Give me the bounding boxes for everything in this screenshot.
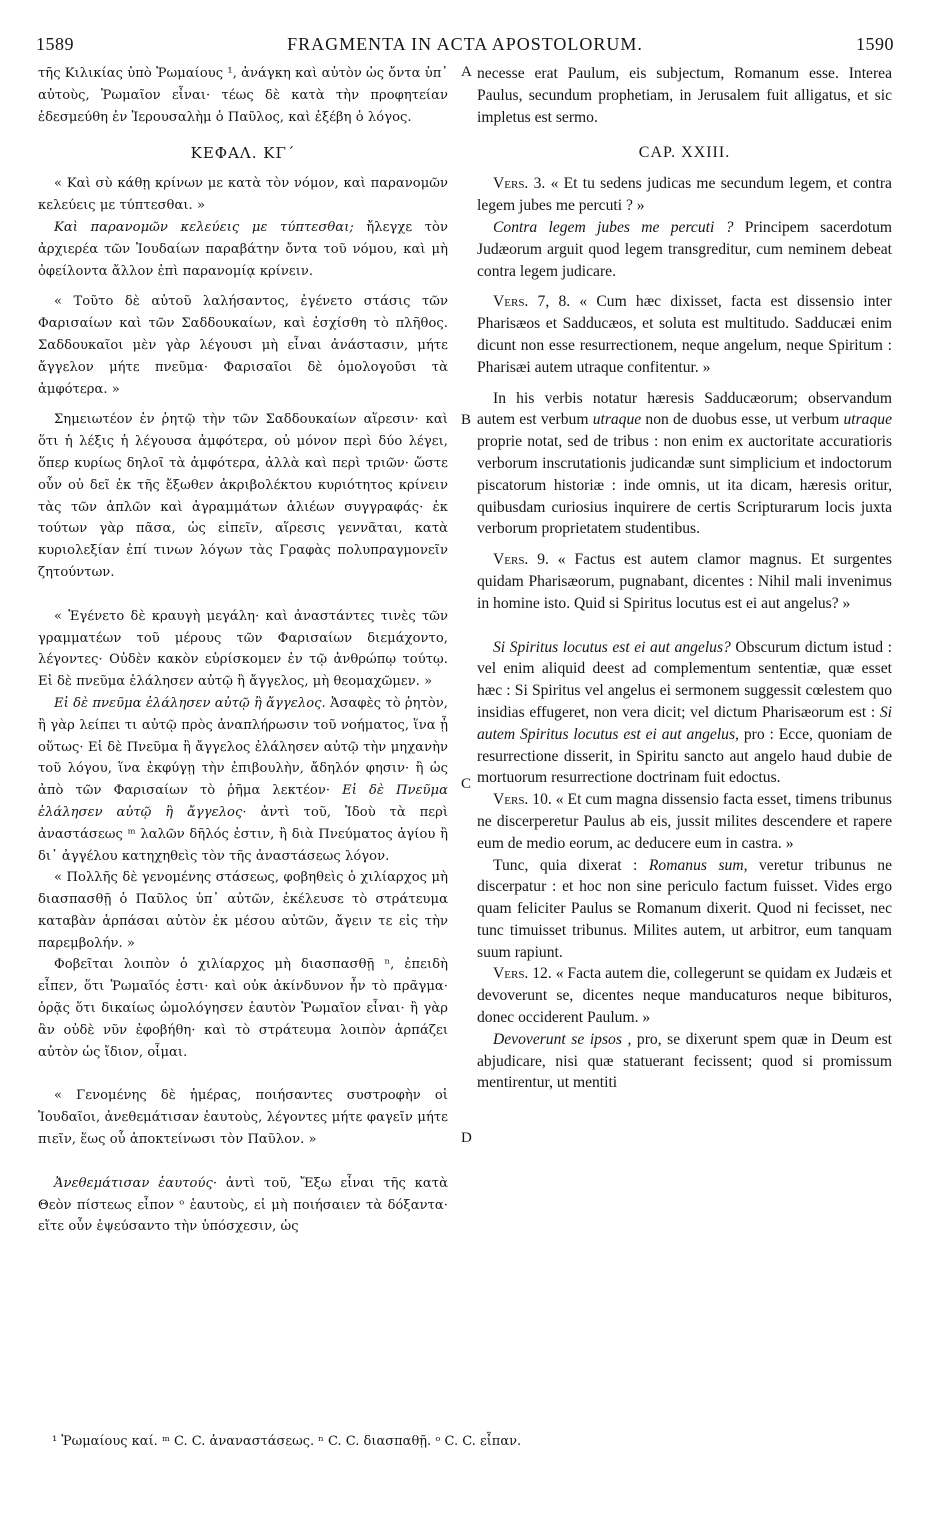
margin-marker-a: A xyxy=(461,64,472,80)
greek-column xyxy=(38,63,448,1238)
greek-lemma: Εἰ δὲ πνεῦμα ἐλάλησεν αὐτῷ ἢ ἄγγελος. xyxy=(54,695,326,711)
greek-lemma: Καὶ παρανομῶν κελεύεις με τύπτεσθαι; xyxy=(54,219,354,235)
latin-italic-word: utraque xyxy=(592,411,642,429)
latin-commentary-10 xyxy=(477,855,892,964)
verse-text: « Cum hæc dixisset, facta est dissensio inter Pharisæos et Sadducæos, et soluta est multitudo. Sadducæi enim dicunt non esse resurrectionem, neque angelum, neque Spiritum : Pharisæi autem utraque confitentur. » xyxy=(477,293,892,376)
verse-text: « Et cum magna dissensio facta esset, timens tribunus ne discerperetur Paulus ab eis, jussit milites descendere et rapere eum de medio eorum, ac deducere eum in castra. » xyxy=(477,791,893,852)
greek-paragraph: τῆς Κιλικίας ὑπὸ Ῥωμαίους ¹, ἀνάγκη καὶ αὐτὸν ὡς ὄντα ὑπ᾽ αὐτοὺς, Ῥωμαῖον εἶναι· τέως δὲ κατὰ τὴν προφητείαν ἐδεσμεύθη ἐν Ἱερουσαλὴμ ὁ Παῦλος, καὶ ἐξέβη ὁ λόγος. xyxy=(38,66,448,125)
latin-commentary-text: Obscurum dictum istud : vel enim aliquid deest ad complementum sententiæ, quæ esset hæc : Si Spiritus vel angelus ei sermonem suggessit cœlestem quo insidias effugeret, non vera dicit; vel dictum Pharisæorum est : xyxy=(477,638,892,721)
greek-verse-9: « Ἐγένετο δὲ κραυγὴ μεγάλη· καὶ ἀναστάντες τινὲς τῶν γραμματέων τοῦ μέρους τῶν Φαρισαίων διεμάχοντο, λέγοντες· Οὐδὲν κακὸν εὑρίσκομεν ἐν τῷ ἀνθρώπῳ τούτῳ. Εἰ δὲ πνεῦμα ἐλάλησεν αὐτῷ ἢ ἄγγελος, μὴ θεομαχῶμεν. » xyxy=(38,608,448,690)
latin-lemma: Contra legem jubes me percuti ? xyxy=(493,218,734,236)
latin-commentary-text: Tunc, quia dixerat : xyxy=(493,856,649,874)
footnotes: ¹ Ῥωμαίους καί. ᵐ C. C. ἀναναστάσεως. ⁿ C. C. διασπαθῇ. ᵒ C. C. εἶπαν. xyxy=(52,1434,522,1449)
greek-verse-12: « Γενομένης δὲ ἡμέρας, ποιήσαντες συστροφὴν οἱ Ἰουδαῖοι, ἀνεθεμάτισαν ἑαυτοὺς, λέγοντες μήτε φαγεῖν μήτε πιεῖν, ἕως οὗ ἀποκτείνωσι τὸν Παῦλον. » xyxy=(38,1088,448,1148)
latin-italic-phrase: Romanus sum, xyxy=(648,856,748,874)
latin-commentary-text: pro : Ecce, quoniam de resurrectione disserit, in Spiritu sancto aut angelo haud dubie de mortuorum resurrectione doctrinam fuit edoctus. xyxy=(477,725,892,787)
greek-verse-3: « Καὶ σὺ κάθῃ κρίνων με κατὰ τὸν νόμον, καὶ παρανομῶν κελεύεις με τύπτεσθαι. » xyxy=(38,176,448,214)
margin-marker-c: C xyxy=(461,776,472,792)
latin-commentary-text: pro, se dixerunt spem quæ in Deum est abjudicare, nisi quæ statuerant fecissent; quod si promissum mentirentur, ut mentiti xyxy=(477,1030,892,1092)
greek-chapter-heading: ΚΕΦΑΛ. ΚΓ´ xyxy=(190,144,296,163)
latin-commentary-text: proprie notat, sed de tribus : non enim ex auctoritate accuratioris verborum inscrutationis judicandæ sunt simplicium et indoctorum piscatorum historiæ : inde omnis, ut ita dicam, hæresis oritur, quibusdam curiosius inquirere de certis Scripturarum locis juxta verborum proprietatem studentibus. xyxy=(477,433,892,538)
greek-commentary-7-8: Σημειωτέον ἐν ῥητῷ τὴν τῶν Σαδδουκαίων αἵρεσιν· καὶ ὅτι ἡ λέξις ἡ λέγουσα ἀμφότερα, οὐ μόνον περὶ δύο λέγει, ὅπερ κυρίως δηλοῖ τὰ ἀμφότερα, ἀλλὰ καὶ περὶ τριῶν· ὥστε οὖν οὐ δεῖ ἐκ τῆς ἔξωθεν ἀκριβολέκτου κυριότητος κρίνειν τὰς τῶν ἁπλῶν καὶ ἀγραμμάτων ἁλιέων συγγραφάς· ἐκ τούτων γὰρ πᾶσα, ὡς εἰπεῖν, αἵρεσις γεννᾶται, κατὰ κυριολεξίαν ἐπί τινων λόγων τὰς Γραφὰς πολυπραγμονεῖν ζητούντων. xyxy=(38,412,448,580)
greek-commentary-3 xyxy=(38,217,448,282)
latin-italic-word: utraque xyxy=(843,411,892,429)
latin-column xyxy=(477,63,892,1094)
verse-label: Vers. 9. xyxy=(493,551,549,569)
running-header xyxy=(36,34,894,58)
latin-commentary-3 xyxy=(477,217,892,282)
greek-lemma: Ἀνεθεμάτισαν ἑαυτούς· xyxy=(54,1175,218,1191)
greek-commentary-9 xyxy=(38,693,448,867)
greek-verse-7-8: « Τοῦτο δὲ αὐτοῦ λαλήσαντος, ἐγένετο στάσις τῶν Φαρισαίων καὶ τῶν Σαδδουκαίων, καὶ ἐσχίσθη τὸ πλῆθος. Σαδδουκαῖοι μὲν γὰρ λέγουσι μὴ εἶναι ἀνάστασιν, μήτε ἄγγελον μήτε πνεῦμα· Φαρισαῖοι δὲ ὁμολογοῦσι τὰ ἀμφότερα. » xyxy=(38,294,448,397)
verse-text: « Facta autem die, collegerunt se quidam ex Judæis et devoverunt se, dicentes neque manducaturos neque bibituros, donec occiderent Paulum. » xyxy=(477,965,892,1027)
margin-marker-d: D xyxy=(461,1130,472,1146)
latin-commentary-text: In his verbis notatur hæresis Sadducæorum; observandum autem est verbum xyxy=(477,389,892,429)
latin-verse-7-8 xyxy=(477,291,892,378)
verse-text: « Factus est autem clamor magnus. Et surgentes quidam Pharisæorum, pugnabant, dicentes : Nihil mali invenimus in homine isto. Quid si Spiritus locutus est ei aut angelus? » xyxy=(477,551,892,612)
greek-commentary-text: Ἀσαφὲς τὸ ῥητὸν, ἢ γὰρ λείπει τι αὐτῷ πρὸς ἀναπλήρωσιν τοῦ νοήματος, ἵνα ᾖ οὕτως· Εἰ δὲ Πνεῦμα ἢ ἄγγελος ἐλάλησεν αὐτῷ τὴν μηχανὴν τοῦ λόγου, ἵνα ἐκφύγῃ τὴν ἐπιβουλὴν, ἄδηλόν φησιν· ἢ ὡς ἀπὸ τῶν Φαρισαίων τὸ ῥῆμα λεκτέον· xyxy=(38,695,448,799)
latin-commentary-text: Principem sacerdotum Judæorum arguit quod legem transgreditur, cum neminem debeat contra legem judicare. xyxy=(477,218,892,280)
running-title: FRAGMENTA IN ACTA APOSTOLORUM. xyxy=(287,34,643,54)
greek-commentary-text: ἀντὶ τοῦ, Ἰδοὺ τὰ περὶ ἀναστάσεως ᵐ λαλῶν δῆλός ἐστιν, ἢ διὰ Πνεύματος ἁγίου ἢ δι᾽ ἀγγέλου κατηχηθεὶς τὸν τῆς ἀναστάσεως λόγον. xyxy=(38,804,449,864)
page-number-right: 1590 xyxy=(856,34,894,54)
latin-paragraph: necesse erat Paulum, eis subjectum, Romanum esse. Interea Paulus, secundum prophetiam, in Jerusalem fuit alligatus, et sic impletus est sermo. xyxy=(477,65,892,126)
verse-label: Vers. 3. xyxy=(493,175,546,193)
greek-commentary-12 xyxy=(38,1173,448,1238)
verse-label: Vers. 12. xyxy=(493,965,552,983)
latin-verse-12 xyxy=(477,963,892,1028)
verse-label: Vers. 7, 8. xyxy=(493,293,571,311)
latin-commentary-12 xyxy=(477,1029,892,1094)
latin-commentary-7-8 xyxy=(477,388,892,541)
latin-commentary-9 xyxy=(477,637,892,790)
latin-commentary-text: non de duobus esse, ut verbum xyxy=(641,411,844,429)
latin-verse-3 xyxy=(477,173,892,217)
greek-lemma: Εἰ δὲ Πνεῦμα ἐλάλησεν αὐτῷ ἢ ἄγγελος· xyxy=(38,783,448,820)
latin-verse-10 xyxy=(477,789,892,854)
greek-verse-10: « Πολλῆς δὲ γενομένης στάσεως, φοβηθεὶς ὁ χιλίαρχος μὴ διασπασθῇ ὁ Παῦλος ὑπ᾽ αὐτῶν, ἐκέλευσε τὸ στράτευμα καταβὰν ἁρπάσαι αὐτὸν ἐκ μέσου αὐτῶν, ἄγειν τε εἰς τὴν παρεμβολήν. » xyxy=(38,870,448,951)
latin-commentary-text: veretur tribunus ne discerpatur : et hoc non sine periculo factum fuisset. Vides ergo quam feliciter Paulus se Romanum dixerit. Quod ni fecisset, nec tunc timuisset tribunus. Milites autem, ut arbitror, eum tanquam suum rapiunt. xyxy=(477,856,892,961)
greek-commentary-text: ἀντὶ τοῦ, Ἔξω εἶναι τῆς κατὰ Θεὸν πίστεως εἶπον ᵒ ἑαυτοὺς, εἰ μὴ ποιήσαιεν τὰ δόξαντα· εἴτε οὖν ἐψεύσαντο τὴν ὑπόσχεσιν, ὡς xyxy=(38,1175,448,1235)
latin-chapter-heading: CAP. XXIII. xyxy=(638,144,731,162)
verse-label: Vers. 10. xyxy=(493,791,552,809)
latin-italic-phrase: Si autem Spiritus locutus est ei aut angelus, xyxy=(477,703,892,743)
greek-commentary-10: Φοβεῖται λοιπὸν ὁ χιλίαρχος μὴ διασπασθῇ ⁿ, ἐπειδὴ εἶπεν, ὅτι Ῥωμαῖός ἐστι· καὶ οὐκ ἀκίνδυνον ἦν τὸ πρᾶγμα· ὁρᾷς ὅτι δικαίως ὡμολόγησεν ἑαυτὸν Ῥωμαῖον εἶναι· ἢ γὰρ ἂν οὐδὲ νῦν ἐφοβήθη· καὶ τὸ στράτευμα λοιπὸν ἁρπάζει αὐτὸν ὡς ἴδιον, οἶμαι. xyxy=(38,957,448,1060)
margin-marker-b: B xyxy=(461,412,472,428)
page-number-left: 1589 xyxy=(36,34,74,54)
latin-lemma: Si Spiritus locutus est ei aut angelus? xyxy=(493,638,731,656)
greek-commentary-text: ἤλεγχε τὸν ἀρχιερέα τῶν Ἰουδαίων παραβάτην ὄντα τοῦ νόμου, καὶ μὴ ὀφείλοντα ἄλλον ἐπὶ παρανομίᾳ κρίνειν. xyxy=(38,219,448,279)
verse-text: « Et tu sedens judicas me secundum legem, et contra legem jubes me percuti ? » xyxy=(477,175,892,215)
latin-lemma: Devoverunt se ipsos , xyxy=(493,1030,632,1048)
latin-verse-9 xyxy=(477,549,892,614)
